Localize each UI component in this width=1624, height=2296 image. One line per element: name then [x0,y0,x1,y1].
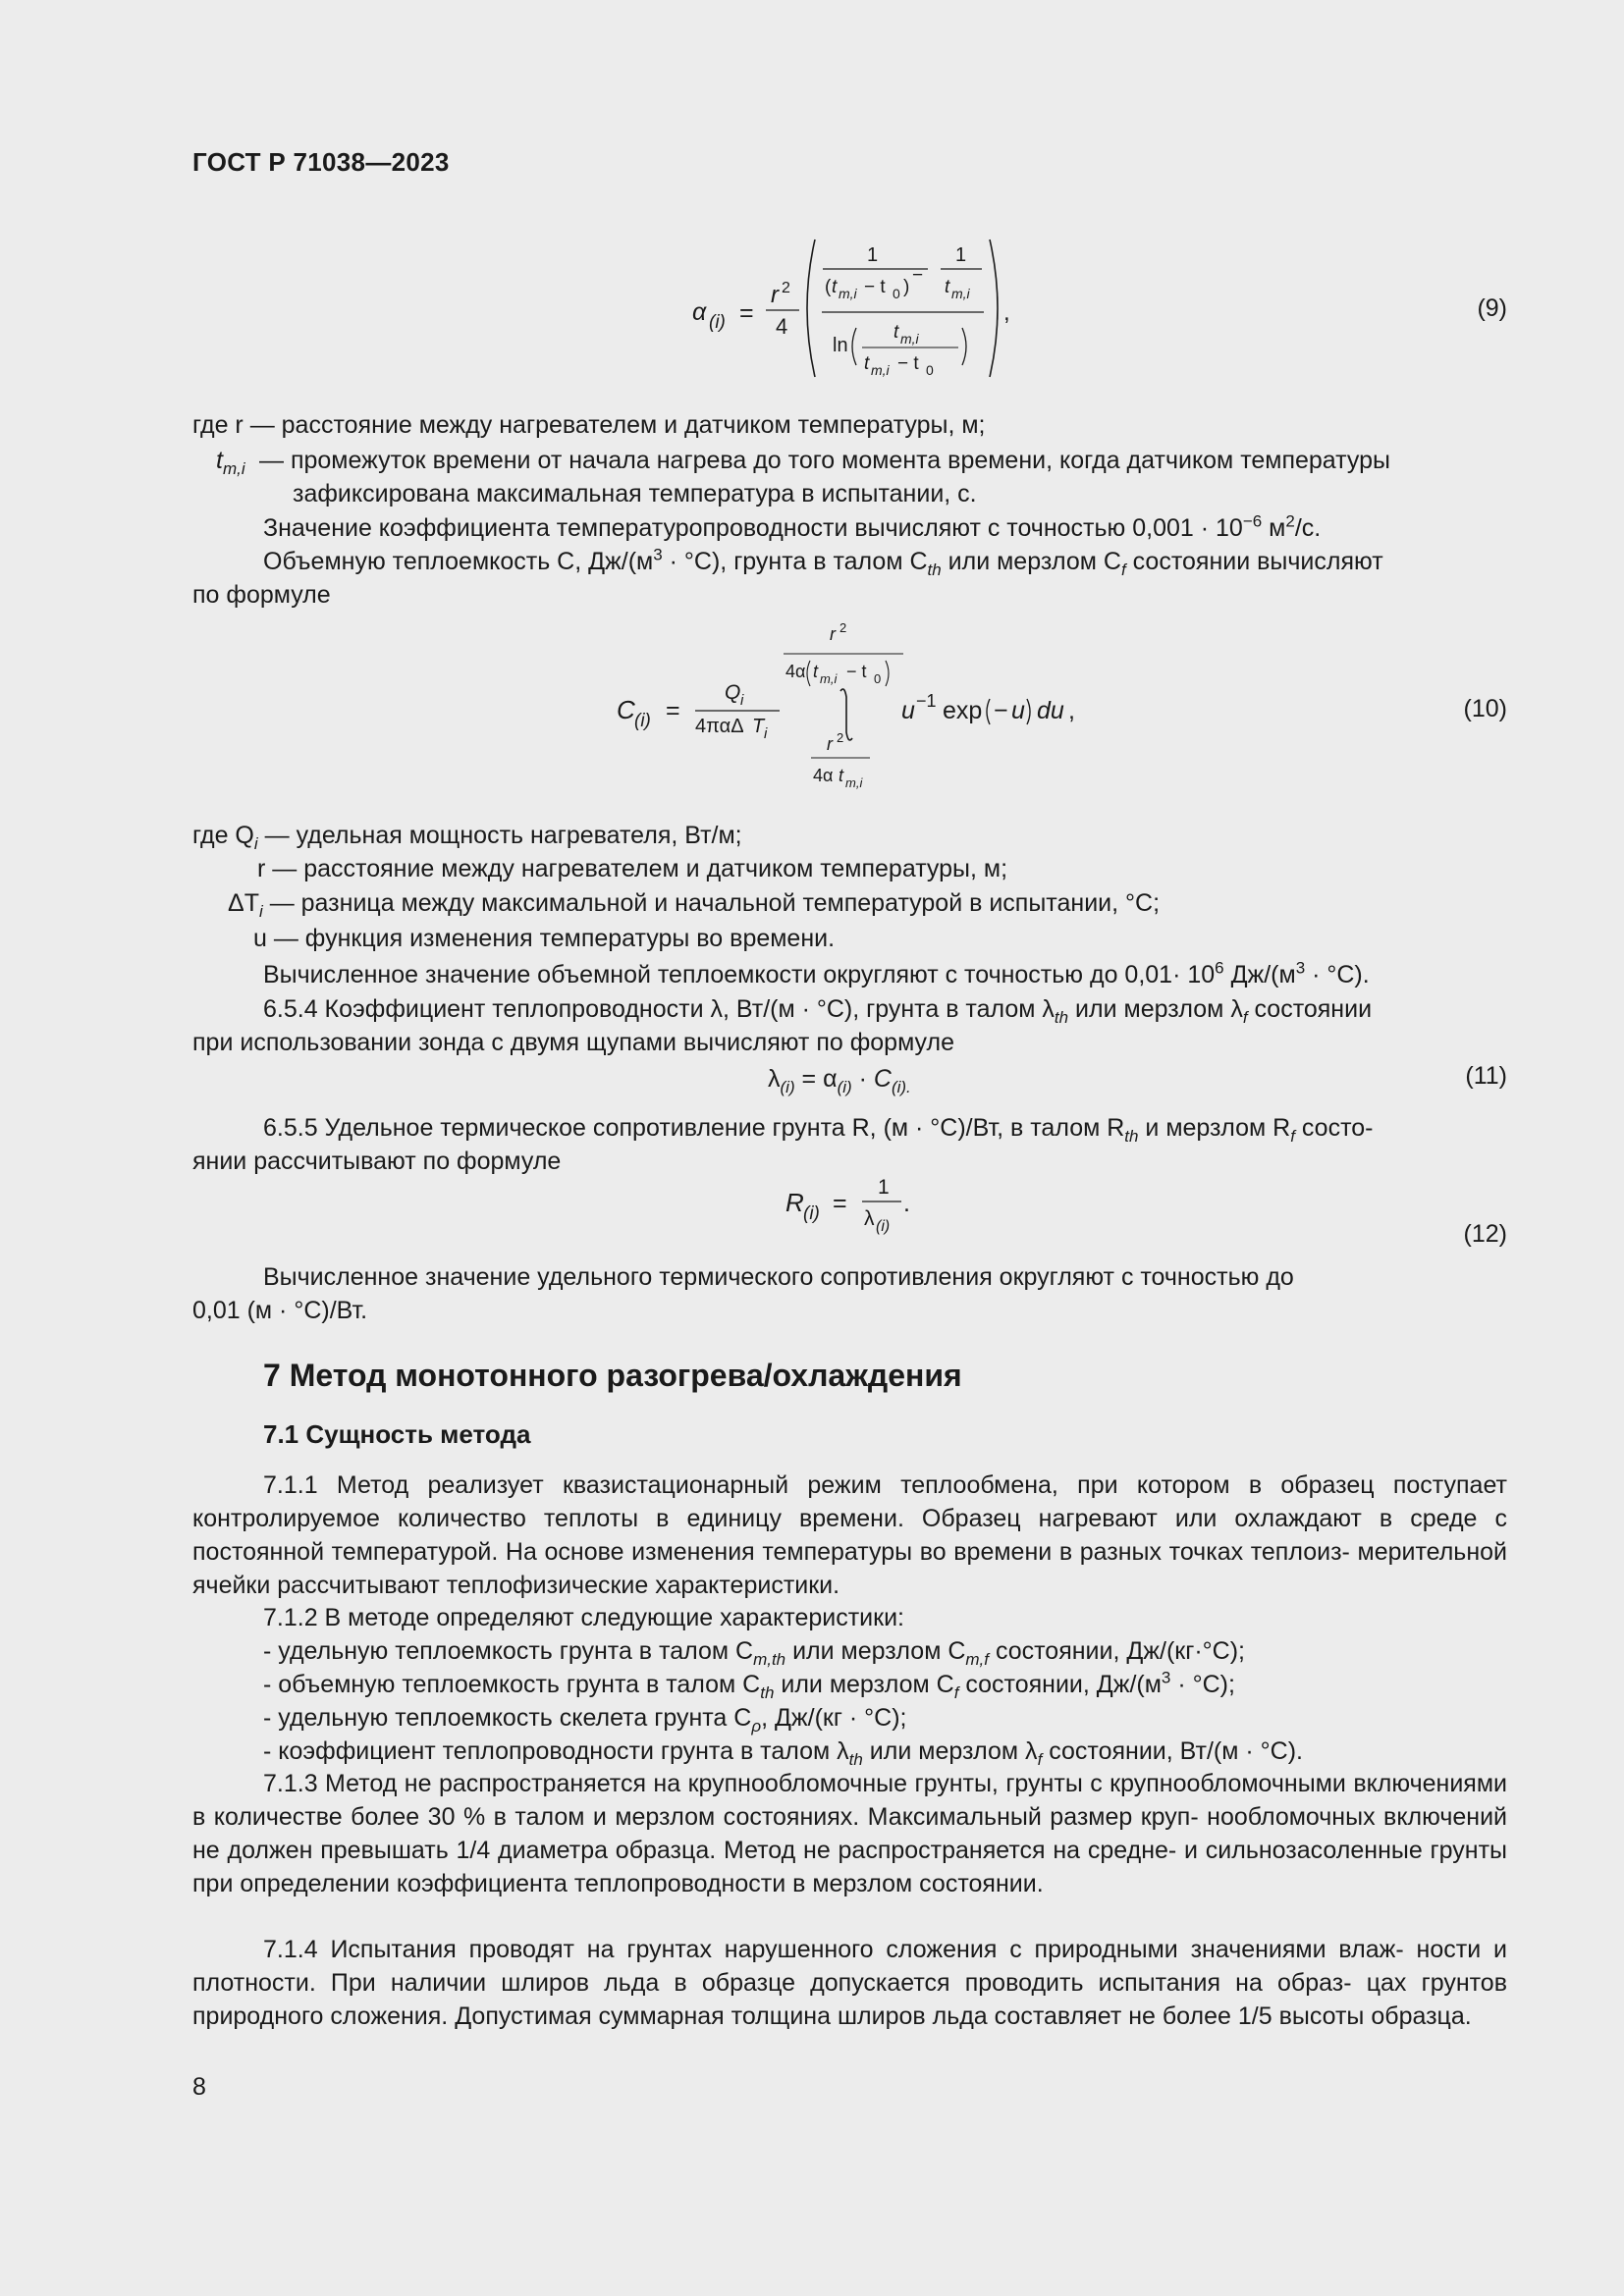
svg-text:=: = [833,1190,847,1217]
svg-text:,: , [1068,697,1075,724]
svg-text:−: − [994,697,1008,724]
definition-delta-t: $\Delta T_i$ — разница между максимальной и начальной температурой в испытании, °C; [228,889,1161,921]
svg-text:.: . [903,1190,910,1217]
svg-text:(i): (i) [709,312,726,333]
svg-text:T: T [752,716,765,737]
paragraph-7-1-1: 7.1.1 Метод реализует квазистационарный режим теплообмена, при котором в образец поступает контролируемое количество теплоты в единицу времени. Образец нагревают или охлаждают в среде с постоянной температурой. На основе изменения температуры во времени в разных точках теплоиз- мерительной ячейки рассчитывают теплофизические характеристики. [192,1471,1507,1599]
definition-tmi-symbol: $t_{m,i}$ [216,447,245,478]
svg-text:2: 2 [837,730,844,745]
svg-text:4παΔ: 4παΔ [695,716,744,737]
section-7-1-heading: 7.1 Сущность метода [263,1419,531,1449]
svg-text:(i): (i) [634,711,651,731]
svg-text:t: t [839,766,844,785]
svg-text:4α: 4α [785,662,806,681]
svg-text:t: t [893,322,899,343]
paragraph-7-1-4: 7.1.4 Испытания проводят на грунтах нарушенного сложения с природными значениями влаж- ности и плотности. При наличии шлиров льда в образце допускается проводить испытания на образ- цах грунтов природного сложения. Допустимая суммарная толщина шлиров льда составляет не более 1/5 высоты образца. [192,1936,1507,2030]
svg-text:): ) [903,277,910,297]
svg-text:− t: − t [846,662,867,681]
svg-text:− t: − t [897,353,919,374]
svg-text:r: r [771,282,779,308]
formula-9-svg [687,232,1021,385]
paragraph-volumetric-capacity: Объемную теплоемкость C, $Дж/(м^3 \cdot ^\circ C)$, грунта в талом $C_{th}$ или мерзлом $C_f$ состоянии вычисляют по формуле [192,545,1383,609]
svg-text:−1: −1 [916,691,937,711]
svg-text:(i): (i) [803,1203,820,1224]
definition-u: u — функция изменения температуры во времени. [253,925,836,952]
formula-11: $\lambda_{(i)} = \alpha_{(i)} \cdot C_{(i).}$ [768,1065,911,1096]
svg-text:4α: 4α [813,766,834,785]
svg-text:0: 0 [926,362,934,378]
svg-text:C: C [617,695,635,724]
svg-text:r: r [827,734,833,754]
svg-text:Q: Q [725,681,741,704]
svg-text:0: 0 [874,671,882,686]
svg-text:t: t [864,353,870,374]
svg-text:t: t [832,277,838,297]
svg-text:m,i: m,i [871,362,890,378]
svg-text:=: = [666,697,680,724]
paragraph-round-resistance: Вычисленное значение удельного термического сопротивления округляют с точностью до 0,01 (м · °C)/Вт. [192,1263,1294,1324]
svg-text:2: 2 [839,620,847,635]
svg-text:m,i: m,i [900,331,919,347]
svg-text:α: α [692,298,707,326]
paragraph-6-5-5: 6.5.5 Удельное термическое сопротивление грунта R, (м · °C)/Вт, в талом $R_{th}$ и мерзлом $R_f$ состо- янии рассчитывают по формуле [192,1114,1374,1175]
svg-text:0: 0 [893,286,900,301]
svg-text:R: R [785,1188,804,1217]
svg-text:m,i: m,i [951,286,970,301]
svg-text:=: = [739,299,754,327]
paragraph-6-5-4: 6.5.4 Коэффициент теплопроводности λ, Вт/(м · °C), грунта в талом $\lambda_{th}$ или мерзлом $\lambda_f$ состоянии при использовании зонда с двумя щупами вычисляют по формуле [192,995,1373,1056]
svg-text:− t: − t [864,277,886,297]
formula-12-svg [782,1168,929,1241]
formula-12 [782,1168,929,1246]
equation-number-11: (11) [1465,1062,1507,1090]
paragraph-7-1-3: 7.1.3 Метод не распространяется на крупнообломочные грунты, грунты с крупнообломочными включениями в количестве более 30 % в талом и мерзлом состояниях. Максимальный размер круп- нообломочных включений не должен превышать 1/4 диаметра образца. Метод не распространяется на средне- и сильнозасоленные грунты при определении коэффициента теплопроводности в мерзлом состоянии. [192,1770,1508,1897]
svg-text:du: du [1037,697,1064,724]
paragraph-7-1-2: 7.1.2 В методе определяют следующие характеристики: [263,1604,904,1631]
svg-text:−: − [912,265,924,286]
document-code-header: ГОСТ Р 71038—2023 [192,147,450,177]
svg-text:m,i: m,i [845,775,863,790]
equation-number-9: (9) [1477,294,1507,322]
svg-text:u: u [901,697,915,724]
definition-r: где r — расстояние между нагревателем и датчиком температуры, м; [192,411,986,439]
definition-qi: где $Q_i$ — удельная мощность нагревателя, Вт/м; [192,822,742,853]
svg-text:,: , [1003,299,1010,326]
svg-text:4: 4 [776,314,788,339]
svg-text:(i): (i) [876,1218,891,1235]
formula-10-svg [609,616,1100,793]
definition-r-2: r — расстояние между нагревателем и датчиком температуры, м; [257,855,1008,882]
svg-text:m,i: m,i [839,286,857,301]
list-item-volumetric-capacity: - объемную теплоемкость грунта в талом $C_{th}$ или мерзлом $C_f$ состоянии, $Дж/(м^3 \cdot ^\circ C)$; [263,1668,1235,1702]
section-7-heading: 7 Метод монотонного разогрева/охлаждения [263,1358,962,1393]
formula-9 [687,232,1021,390]
svg-text:1: 1 [867,244,879,266]
svg-text:1: 1 [955,244,967,266]
svg-text:i: i [740,692,744,709]
list-item-skeleton-capacity: - удельную теплоемкость скелета грунта $C_\rho$, Дж/(кг · °C); [263,1704,907,1735]
svg-text:m,i: m,i [820,671,838,686]
formula-10 [609,616,1100,798]
svg-text:1: 1 [878,1176,890,1199]
definition-tmi-continued: зафиксирована максимальная температура в испытании, с. [293,480,977,507]
svg-text:r: r [830,624,836,644]
paragraph-round-capacity: Вычисленное значение объемной теплоемкости округляют с точностью до $0,01\cdot 10^6$ $Дж/(м^3 \cdot ^\circ C)$. [263,958,1370,988]
equation-number-10: (10) [1463,695,1507,722]
list-item-specific-capacity: - удельную теплоемкость грунта в талом $C_{m,th}$ или мерзлом $C_{m,f}$ состоянии, Дж/(кг·°C); [263,1637,1245,1669]
svg-text:λ: λ [864,1207,875,1230]
svg-text:exp: exp [943,697,983,724]
page-number: 8 [192,2073,206,2101]
svg-text:ln: ln [833,335,848,356]
svg-text:2: 2 [782,280,790,296]
definition-tmi: — промежуток времени от начала нагрева до того момента времени, когда датчиком температуры [259,447,1390,474]
svg-text:t: t [813,662,819,681]
list-item-conductivity: - коэффициент теплопроводности грунта в талом $\lambda_{th}$ или мерзлом $\lambda_f$ состоянии, Вт/(м · °C). [263,1737,1303,1769]
svg-text:t: t [945,277,950,297]
equation-number-12: (12) [1463,1220,1507,1248]
paragraph-alpha-precision: Значение коэффициента температуропроводности вычисляют с точностью $0,001 \cdot 10^{-6}$ $м^2/с$. [263,511,1322,542]
svg-text:u: u [1011,697,1025,724]
svg-text:i: i [764,725,768,742]
svg-text:(: ( [825,277,832,297]
